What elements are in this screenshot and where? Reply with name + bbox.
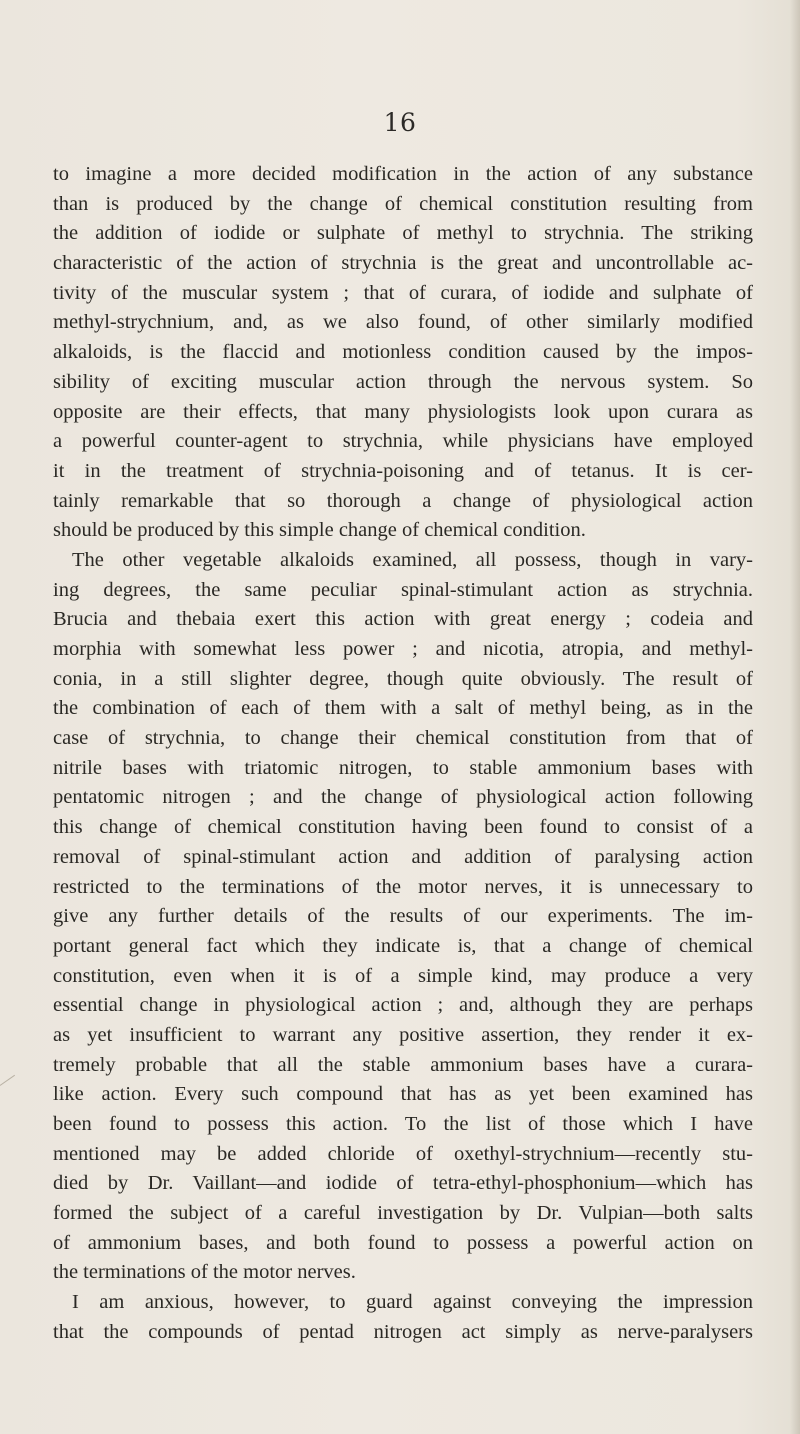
text-line: restricted to the terminations of the motor nerves, it is unnecessary to [53, 875, 753, 898]
text-line: removal of spinal-stimulant action and addition of paralysing action [53, 845, 753, 868]
text-line: characteristic of the action of strychnia is the great and uncontrollable ac- [53, 252, 753, 275]
text-line: Brucia and thebaia exert this action with great energy ; codeia and [53, 608, 753, 631]
text-line: conia, in a still slighter degree, though quite obviously. The result of [53, 667, 753, 690]
text-line: essential change in physiological action ; and, although they are perhaps [53, 994, 753, 1017]
text-line: should be produced by this simple change of chemical condition. [53, 519, 586, 542]
page-edge-shadow [790, 0, 800, 1434]
text-line: it in the treatment of strychnia-poisoning and of tetanus. It is cer- [53, 459, 753, 482]
text-line: portant general fact which they indicate is, that a change of chemical [53, 934, 753, 957]
text-line: this change of chemical constitution having been found to consist of a [53, 816, 753, 839]
text-line: tivity of the muscular system ; that of curara, of iodide and sulphate of [53, 281, 753, 304]
text-line: to imagine a more decided modification in the action of any substance [53, 163, 753, 185]
text-line: formed the subject of a careful investigation by Dr. Vulpian—both salts [53, 1202, 753, 1225]
text-line: The other vegetable alkaloids examined, all possess, though in vary- [72, 548, 753, 571]
text-line: morphia with somewhat less power ; and nicotia, atropia, and methyl- [53, 638, 753, 660]
text-line: the addition of iodide or sulphate of methyl to strychnia. The striking [53, 222, 753, 245]
text-line: than is produced by the change of chemical constitution resulting from [53, 192, 753, 215]
text-line: been found to possess this action. To the list of those which I have [53, 1113, 753, 1135]
text-line: as yet insufficient to warrant any positive assertion, they render it ex- [53, 1023, 753, 1046]
text-line: give any further details of the results of our experiments. The im- [53, 905, 753, 928]
text-line: methyl-strychnium, and, as we also found, of other similarly modified [53, 311, 753, 334]
text-line: of ammonium bases, and both found to possess a powerful action on [53, 1231, 753, 1254]
text-line: tremely probable that all the stable ammonium bases have a curara- [53, 1053, 753, 1076]
text-line: mentioned may be added chloride of oxethyl-strychnium—recently stu- [53, 1142, 753, 1165]
text-line: that the compounds of pentad nitrogen act simply as nerve-paralysers [53, 1320, 753, 1343]
text-line: ing degrees, the same peculiar spinal-stimulant action as strychnia. [53, 578, 753, 601]
text-line: alkaloids, is the flaccid and motionless condition caused by the impos- [53, 341, 753, 364]
text-line: a powerful counter-agent to strychnia, while physicians have employed [53, 430, 753, 453]
text-line: died by Dr. Vaillant—and iodide of tetra-ethyl-phosphonium—which has [53, 1172, 753, 1195]
page-number: 16 [383, 108, 417, 137]
body-text [53, 160, 753, 1348]
text-line: tainly remarkable that so thorough a change of physiological action [53, 489, 753, 512]
text-line: opposite are their effects, that many physiologists look upon curara as [53, 400, 753, 423]
text-line: nitrile bases with triatomic nitrogen, to stable ammonium bases with [53, 756, 753, 779]
page-crease-mark [0, 1075, 15, 1086]
text-line: the terminations of the motor nerves. [53, 1261, 356, 1284]
text-line: I am anxious, however, to guard against conveying the impression [72, 1291, 753, 1314]
text-line: like action. Every such compound that has as yet been examined has [53, 1083, 753, 1106]
text-line: the combination of each of them with a salt of methyl being, as in the [53, 697, 753, 720]
text-line: case of strychnia, to change their chemical constitution from that of [53, 727, 753, 750]
text-line: constitution, even when it is of a simple kind, may produce a very [53, 964, 753, 987]
text-line: pentatomic nitrogen ; and the change of physiological action following [53, 786, 753, 809]
text-line: sibility of exciting muscular action through the nervous system. So [53, 370, 753, 393]
